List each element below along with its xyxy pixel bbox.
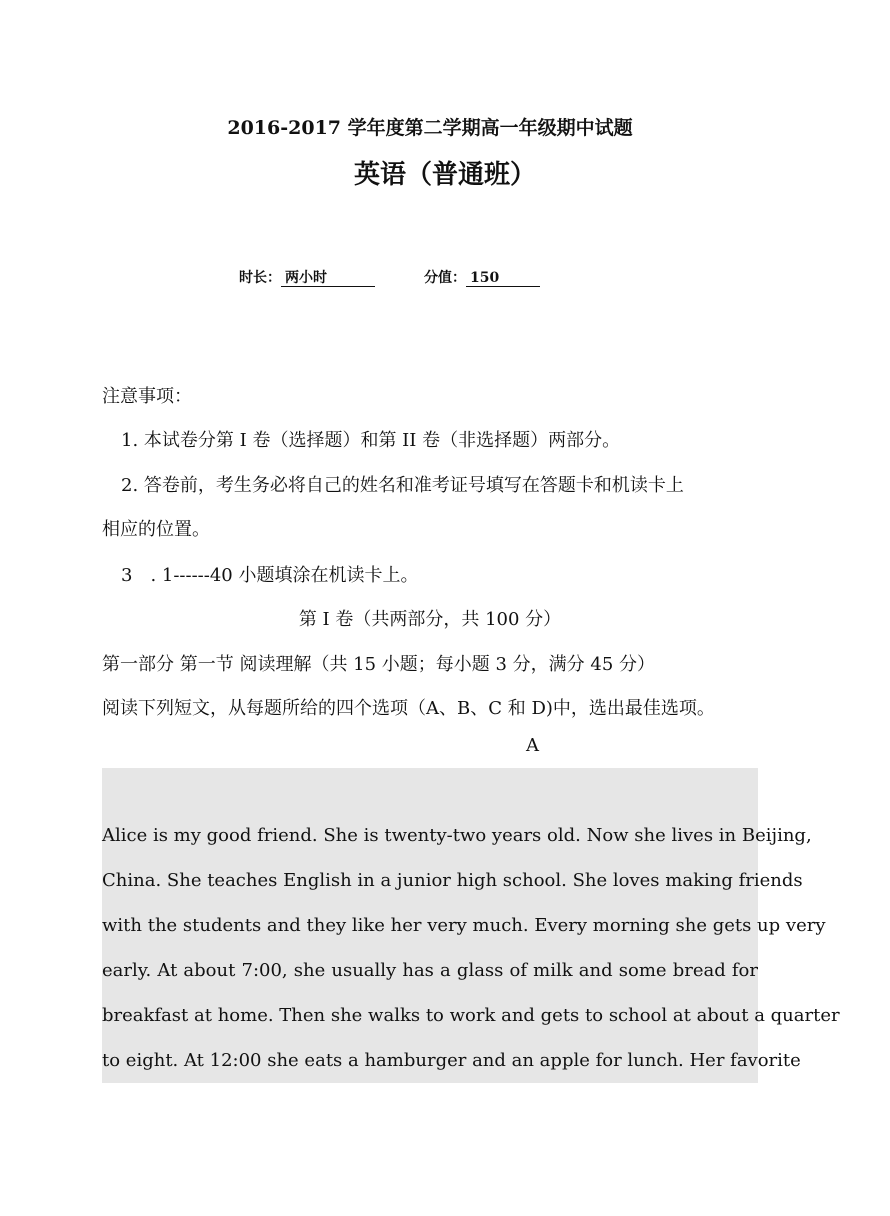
reading-passage	[102, 768, 840, 1083]
score-field	[424, 267, 540, 287]
passage-line: to eight. At 12:00 she eats a hamburger and an apple for lunch. Her favorite	[102, 1050, 801, 1071]
passage-line: China. She teaches English in a junior high school. She loves making friends	[102, 870, 803, 891]
passage-line: with the students and they like her very much. Every morning she gets up very	[102, 915, 826, 936]
part-heading: 第一部分 第一节 阅读理解（共 15 小题；每小题 3 分，满分 45 分）	[102, 654, 656, 675]
score-value: 150	[466, 270, 540, 287]
exam-title: 2016-2017 学年度第二学期高一年级期中试题	[227, 117, 633, 139]
exam-subtitle: 英语（普通班）	[353, 160, 536, 190]
note-item-1: 1. 本试卷分第 I 卷（选择题）和第 II 卷（非选择题）两部分。	[121, 430, 621, 451]
volume-heading: 第 I 卷（共两部分，共 100 分）	[298, 609, 562, 630]
note-item-3-number: 3	[121, 565, 133, 586]
reading-instruction: 阅读下列短文，从每题所给的四个选项（A、B、C 和 D)中，选出最佳选项。	[102, 698, 715, 719]
note-item-3-text: . 1------40 小题填涂在机读卡上。	[150, 565, 419, 586]
passage-label: A	[526, 735, 539, 756]
duration-value: 两小时	[281, 270, 375, 287]
passage-line: early. At about 7:00, she usually has a glass of milk and some bread for	[102, 960, 758, 981]
duration-label: 时长：	[239, 270, 281, 286]
score-label: 分值：	[424, 270, 466, 286]
passage-line: breakfast at home. Then she walks to work and gets to school at about a quarter	[102, 1005, 840, 1026]
note-item-2: 2. 答卷前，考生务必将自己的姓名和准考证号填写在答题卡和机读卡上	[121, 475, 684, 496]
passage-line: Alice is my good friend. She is twenty-two years old. Now she lives in Beijing,	[102, 825, 812, 846]
duration-field	[239, 267, 375, 287]
note-item-2-continued: 相应的位置。	[102, 519, 210, 540]
note-item-3	[121, 565, 418, 587]
notes-heading: 注意事项：	[102, 386, 192, 407]
